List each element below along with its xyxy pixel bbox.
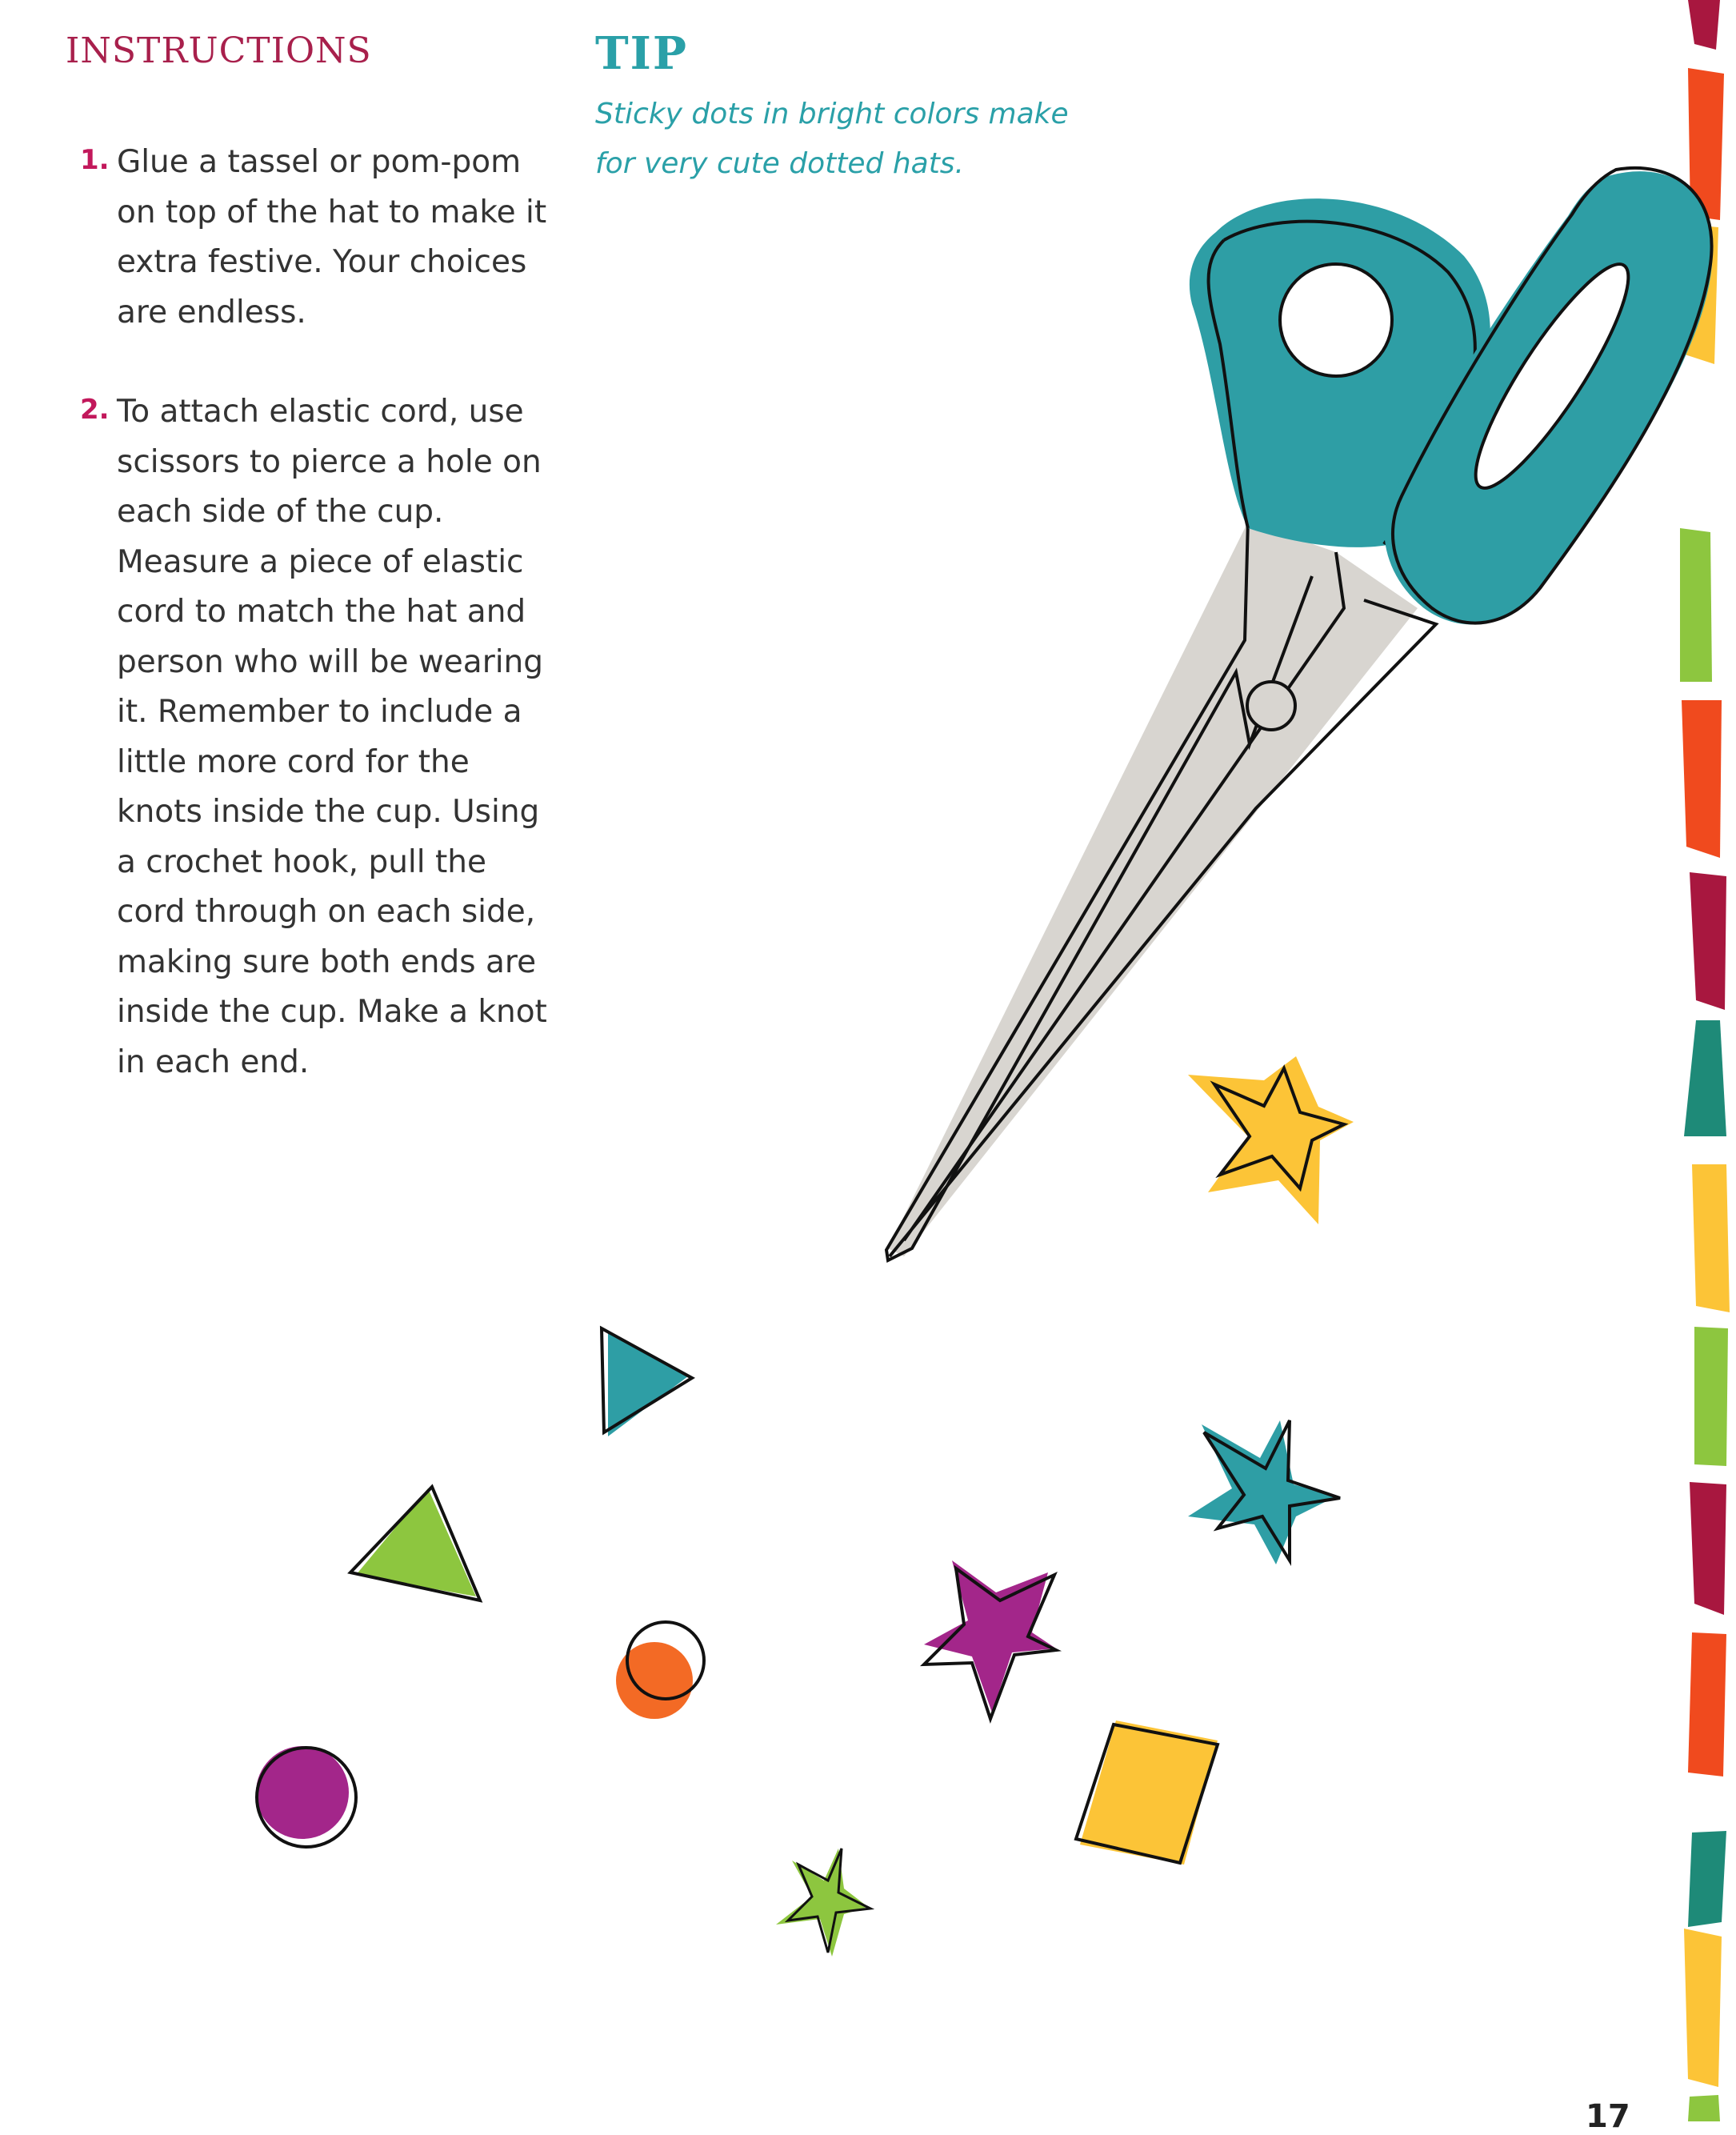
scissors-pivot [1247, 682, 1295, 730]
tip-heading: TIP [595, 27, 688, 80]
square-icon [1076, 1720, 1218, 1865]
strip-segment [1692, 1164, 1730, 1312]
circle-icon [256, 1746, 356, 1847]
strip-segment [1694, 1327, 1728, 1466]
strip-segment [1680, 528, 1712, 682]
star-icon [1188, 1420, 1340, 1564]
circle-icon [616, 1622, 704, 1719]
strip-segment [1682, 700, 1722, 858]
strip-segment [1688, 0, 1720, 50]
star-icon [1188, 1056, 1354, 1224]
instructions-heading: INSTRUCTIONS [66, 30, 372, 71]
step-number: 2. [80, 394, 110, 426]
strip-segment [1688, 1632, 1726, 1776]
scissors-blade [888, 522, 1418, 1256]
step-text: To attach elastic cord, use scissors to pierce a hole on each side of the cup. Measure a piece of elastic cord to match the hat and person who will be wearing it. Remember to include a little more cord for the knots inside the cup. Using a crochet hook, pull the cord through on each side, making sure both ends are inside the cup. Make a knot in each end. [117, 394, 547, 1080]
strip-segment [1690, 1482, 1726, 1615]
strip-segment [1688, 2095, 1720, 2121]
strip-segment [1684, 1020, 1726, 1136]
strip-segment [1690, 872, 1726, 1010]
tip-text: Sticky dots in bright colors make for very cute dotted hats. [595, 98, 1069, 180]
scissors-handle-hole [1280, 264, 1392, 376]
star-icon [924, 1560, 1056, 1719]
triangle-icon [602, 1328, 692, 1436]
page-number: 17 [1586, 2098, 1630, 2135]
strip-segment [1688, 1831, 1726, 1927]
step-number: 1. [80, 144, 110, 176]
triangle-icon [350, 1487, 480, 1600]
star-icon [776, 1849, 870, 1957]
strip-segment [1684, 1929, 1722, 2087]
step-text: Glue a tassel or pom-pom on top of the hat to make it extra festive. Your choices are endless. [117, 144, 547, 330]
